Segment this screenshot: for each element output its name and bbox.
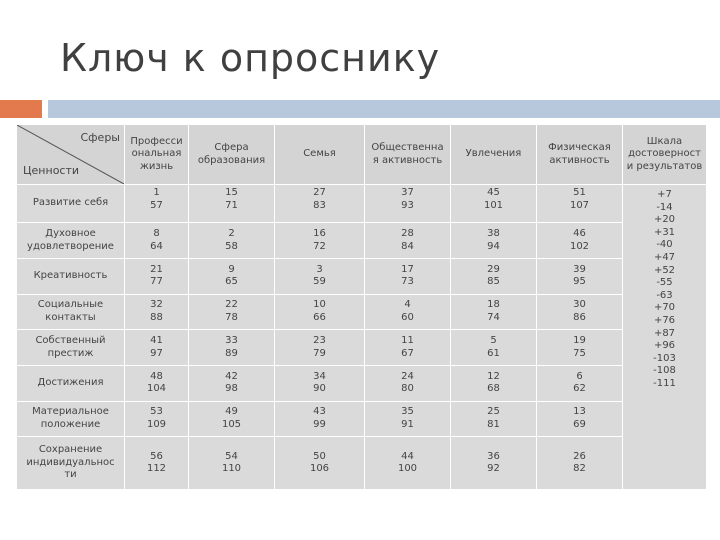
key-table	[16, 124, 707, 490]
table-cell	[189, 330, 275, 366]
cell-value-bottom: 84	[401, 240, 414, 252]
cell-value-bottom: 81	[487, 418, 500, 430]
cell-value-bottom: 77	[150, 276, 163, 288]
cell-value-bottom: 110	[221, 463, 242, 475]
cell-value-bottom: 91	[401, 418, 414, 430]
table-cell	[275, 185, 365, 223]
scale-value: -40	[656, 239, 673, 251]
table-cell	[189, 437, 275, 490]
cell-value-bottom: 102	[569, 240, 590, 252]
cell-value-bottom: 69	[573, 418, 586, 430]
cell-value-bottom: 68	[487, 383, 500, 395]
table-body	[17, 185, 707, 490]
table-row	[17, 330, 707, 366]
cell-value-top: 21	[150, 263, 163, 275]
header-physical-activity: Физическая активность	[537, 125, 623, 185]
cell-value-top: 9	[228, 263, 235, 275]
table-cell	[451, 294, 537, 330]
table-cell	[451, 437, 537, 490]
cell-value-top: 51	[573, 187, 586, 198]
table-cell	[189, 401, 275, 437]
cell-value-top: 46	[573, 228, 586, 240]
row-label: Собственный престиж	[17, 330, 125, 366]
cell-value-bottom: 74	[487, 311, 500, 323]
table-cell	[451, 330, 537, 366]
cell-value-bottom: 85	[487, 276, 500, 288]
cell-value-top: 27	[313, 187, 326, 198]
cell-value-top: 30	[573, 299, 586, 311]
cell-value-bottom: 101	[483, 199, 504, 211]
cell-value-top: 42	[225, 370, 238, 382]
scale-value: +87	[653, 327, 676, 339]
corner-label-spheres: Сферы	[80, 131, 120, 144]
scale-value: +7	[657, 189, 672, 200]
table-cell	[365, 437, 451, 490]
cell-value-top: 18	[487, 299, 500, 311]
cell-value-bottom: 73	[401, 276, 414, 288]
cell-value-bottom: 60	[401, 311, 414, 323]
cell-value-bottom: 92	[487, 463, 500, 475]
scale-value: +70	[653, 302, 676, 314]
scale-value: -108	[653, 365, 676, 377]
cell-value-bottom: 105	[221, 418, 242, 430]
cell-value-top: 6	[576, 370, 583, 382]
table-cell	[537, 223, 623, 259]
cell-value-top: 16	[313, 228, 326, 240]
cell-value-top: 4	[404, 299, 411, 311]
cell-value-bottom: 71	[225, 199, 238, 211]
table-cell	[365, 330, 451, 366]
table-cell	[451, 185, 537, 223]
table-cell	[189, 185, 275, 223]
scale-value: +96	[653, 340, 676, 352]
cell-value-top: 11	[401, 335, 414, 347]
accent-bar-orange	[0, 100, 42, 118]
cell-value-bottom: 66	[313, 311, 326, 323]
cell-value-top: 2	[228, 228, 235, 240]
table-cell	[189, 365, 275, 401]
cell-value-top: 45	[487, 187, 500, 198]
table-cell	[275, 401, 365, 437]
scale-value: +52	[653, 264, 676, 276]
header-hobbies: Увлечения	[451, 125, 537, 185]
table-cell	[125, 330, 189, 366]
scale-value: +20	[653, 214, 676, 226]
table-cell	[125, 259, 189, 295]
table-cell	[125, 365, 189, 401]
cell-value-bottom: 95	[573, 276, 586, 288]
cell-value-bottom: 64	[150, 240, 163, 252]
table-cell	[451, 365, 537, 401]
row-label: Достижения	[17, 365, 125, 401]
cell-value-bottom: 107	[569, 199, 590, 211]
header-professional: Професси ональная жизнь	[125, 125, 189, 185]
cell-value-top: 23	[313, 335, 326, 347]
cell-value-bottom: 82	[573, 463, 586, 475]
cell-value-top: 26	[573, 450, 586, 462]
cell-value-top: 22	[225, 299, 238, 311]
table-cell	[275, 365, 365, 401]
cell-value-top: 8	[153, 228, 160, 240]
header-social-activity: Общественна я активность	[365, 125, 451, 185]
cell-value-top: 36	[487, 450, 500, 462]
header-education: Сфера образования	[189, 125, 275, 185]
table-cell	[189, 259, 275, 295]
cell-value-top: 19	[573, 335, 586, 347]
table-cell	[125, 185, 189, 223]
cell-value-top: 13	[573, 406, 586, 418]
cell-value-top: 35	[401, 406, 414, 418]
row-label: Сохранение индивидуальнос ти	[17, 437, 125, 490]
table-cell	[537, 365, 623, 401]
table-cell	[365, 259, 451, 295]
table-cell	[125, 401, 189, 437]
cell-value-bottom: 78	[225, 311, 238, 323]
table-cell	[537, 294, 623, 330]
table-cell	[537, 185, 623, 223]
cell-value-top: 48	[150, 370, 163, 382]
cell-value-bottom: 98	[225, 383, 238, 395]
cell-value-top: 54	[225, 450, 238, 462]
cell-value-top: 5	[490, 335, 497, 347]
corner-label-values: Ценности	[23, 164, 80, 178]
table-cell	[537, 330, 623, 366]
table-cell	[275, 330, 365, 366]
table-row	[17, 294, 707, 330]
cell-value-bottom: 57	[150, 199, 163, 211]
corner-cell	[17, 125, 125, 185]
table-cell	[365, 223, 451, 259]
row-label: Креативность	[17, 259, 125, 295]
cell-value-top: 10	[313, 299, 326, 311]
cell-value-top: 34	[313, 370, 326, 382]
cell-value-top: 17	[401, 263, 414, 275]
scale-value: -14	[656, 201, 673, 213]
cell-value-top: 29	[487, 263, 500, 275]
cell-value-top: 43	[313, 406, 326, 418]
page-title: Ключ к опроснику	[60, 36, 441, 80]
cell-value-top: 49	[225, 406, 238, 418]
cell-value-top: 50	[313, 450, 326, 462]
cell-value-bottom: 58	[225, 240, 238, 252]
key-table-container	[16, 124, 706, 490]
cell-value-bottom: 59	[313, 276, 326, 288]
accent-bar-blue	[48, 100, 720, 118]
cell-value-bottom: 109	[146, 418, 167, 430]
cell-value-bottom: 90	[313, 383, 326, 395]
table-cell	[189, 223, 275, 259]
cell-value-bottom: 62	[573, 383, 586, 395]
cell-value-bottom: 80	[401, 383, 414, 395]
row-label: Социальные контакты	[17, 294, 125, 330]
table-cell	[275, 437, 365, 490]
cell-value-bottom: 61	[487, 347, 500, 359]
cell-value-bottom: 89	[225, 347, 238, 359]
cell-value-bottom: 79	[313, 347, 326, 359]
table-cell	[125, 437, 189, 490]
cell-value-top: 33	[225, 335, 238, 347]
cell-value-top: 24	[401, 370, 414, 382]
cell-value-bottom: 106	[309, 463, 330, 475]
table-cell	[275, 294, 365, 330]
cell-value-top: 53	[150, 406, 163, 418]
scale-value: +76	[653, 314, 676, 326]
cell-value-bottom: 75	[573, 347, 586, 359]
row-label: Материальное положение	[17, 401, 125, 437]
cell-value-top: 56	[150, 450, 163, 462]
table-row	[17, 437, 707, 490]
cell-value-bottom: 72	[313, 240, 326, 252]
table-cell	[365, 365, 451, 401]
cell-value-bottom: 97	[150, 347, 163, 359]
cell-value-top: 41	[150, 335, 163, 347]
table-cell	[125, 223, 189, 259]
scale-value: -63	[656, 289, 673, 301]
cell-value-top: 15	[225, 187, 238, 198]
cell-value-top: 28	[401, 228, 414, 240]
table-cell	[365, 185, 451, 223]
table-row	[17, 259, 707, 295]
cell-value-top: 25	[487, 406, 500, 418]
table-row	[17, 185, 707, 223]
cell-value-bottom: 67	[401, 347, 414, 359]
cell-value-bottom: 100	[397, 463, 418, 475]
cell-value-top: 1	[153, 187, 160, 198]
table-cell	[451, 401, 537, 437]
table-cell	[537, 437, 623, 490]
cell-value-top: 12	[487, 370, 500, 382]
scale-value: -103	[653, 352, 676, 364]
row-label: Развитие себя	[17, 185, 125, 223]
cell-value-top: 44	[401, 450, 414, 462]
table-cell	[365, 401, 451, 437]
reliability-scale-values	[623, 185, 707, 490]
scale-value: +31	[653, 226, 676, 238]
header-reliability-scale: Шкала достоверност и результатов	[623, 125, 707, 185]
table-cell	[365, 294, 451, 330]
table-cell	[451, 223, 537, 259]
table-cell	[125, 294, 189, 330]
scale-value: -111	[653, 377, 676, 389]
row-label: Духовное удовлетворение	[17, 223, 125, 259]
cell-value-bottom: 83	[313, 199, 326, 211]
header-family: Семья	[275, 125, 365, 185]
table-row	[17, 365, 707, 401]
table-cell	[451, 259, 537, 295]
cell-value-bottom: 65	[225, 276, 238, 288]
table-cell	[537, 401, 623, 437]
table-cell	[275, 223, 365, 259]
cell-value-bottom: 88	[150, 311, 163, 323]
cell-value-bottom: 94	[487, 240, 500, 252]
scale-value: -55	[656, 277, 673, 289]
cell-value-top: 32	[150, 299, 163, 311]
cell-value-top: 39	[573, 263, 586, 275]
cell-value-bottom: 86	[573, 311, 586, 323]
table-row	[17, 401, 707, 437]
table-cell	[275, 259, 365, 295]
cell-value-top: 38	[487, 228, 500, 240]
table-cell	[537, 259, 623, 295]
cell-value-top: 3	[316, 263, 323, 275]
cell-value-bottom: 104	[146, 383, 167, 395]
table-cell	[189, 294, 275, 330]
cell-value-top: 37	[401, 187, 414, 198]
cell-value-bottom: 112	[146, 463, 167, 475]
cell-value-bottom: 93	[401, 199, 414, 211]
scale-value: +47	[653, 251, 676, 263]
table-row	[17, 223, 707, 259]
cell-value-bottom: 99	[313, 418, 326, 430]
